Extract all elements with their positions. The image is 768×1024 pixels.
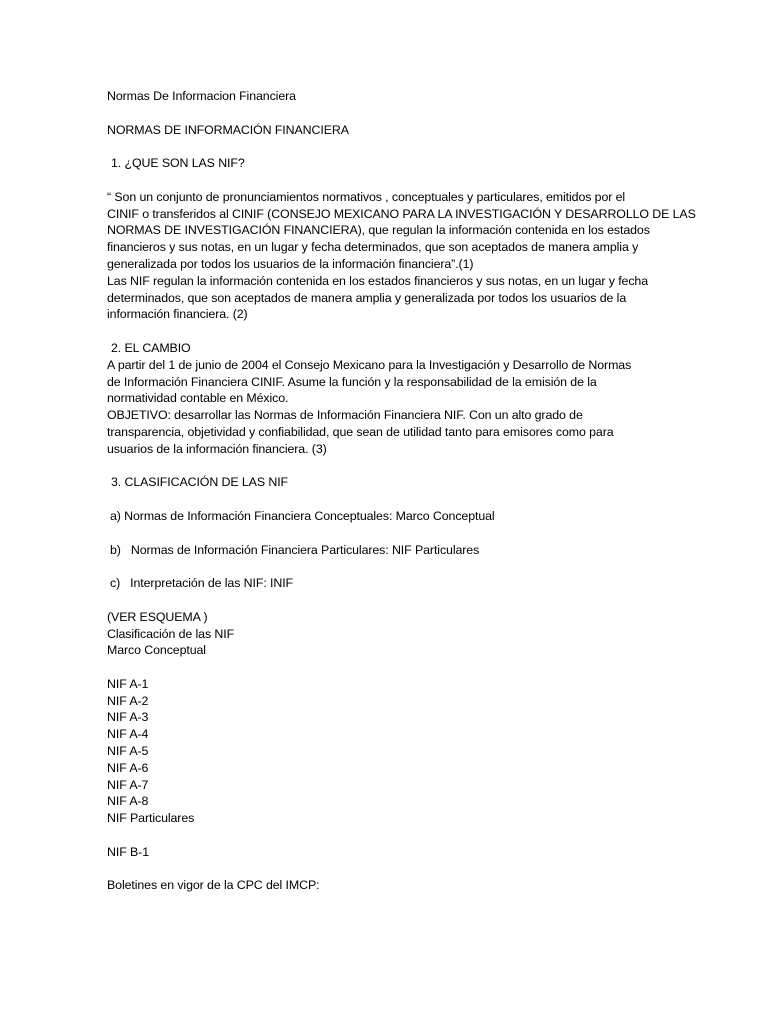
spacer <box>107 458 667 475</box>
spacer <box>107 138 667 155</box>
document-title: Normas De Informacion Financiera <box>107 89 296 103</box>
section-1-line: Las NIF regulan la información contenida en los estados financieros y sus notas, en un lugar y fecha <box>107 273 649 288</box>
section-1-line: información financiera. (2) <box>107 307 248 322</box>
classification-item: b) Normas de Información Financiera Particulares: NIF Particulares <box>110 542 480 557</box>
section-2-line: transparencia, objetividad y confiabilidad, que sean de utilidad tanto para emisores como para <box>107 424 614 439</box>
spacer <box>107 323 667 340</box>
nif-a-item: NIF A-5 <box>107 744 149 759</box>
section-1-line: financieros y sus notas, en un lugar y fecha determinados, que son aceptados de manera amplia y <box>107 240 639 255</box>
classification-item: a) Normas de Información Financiera Conceptuales: Marco Conceptual <box>110 508 495 523</box>
section-2-line: normatividad contable en México. <box>107 391 289 406</box>
document-heading: NORMAS DE INFORMACIÓN FINANCIERA <box>107 122 349 137</box>
classification-item: c) Interpretación de las NIF: INIF <box>110 576 294 591</box>
spacer <box>107 491 667 508</box>
spacer <box>107 827 667 844</box>
spacer <box>107 525 667 542</box>
document-page <box>107 88 696 894</box>
section-1-line: generalizada por todos los usuarios de la información financiera”.(1) <box>107 256 474 271</box>
spacer <box>107 558 667 575</box>
schema-line: Clasificación de las NIF <box>107 626 235 641</box>
schema-line: (VER ESQUEMA ) <box>107 609 208 624</box>
section-1-line: “ Son un conjunto de pronunciamientos normativos , conceptuales y particulares, emitidos por el <box>107 189 626 204</box>
section-3-heading: 3. CLASIFICACIÓN DE LAS NIF <box>111 475 289 490</box>
section-2-heading: 2. EL CAMBIO <box>111 340 191 355</box>
section-2-line: usuarios de la información financiera. (3) <box>107 441 327 456</box>
schema-line: Marco Conceptual <box>107 643 206 658</box>
spacer <box>107 659 667 676</box>
section-1-line: determinados, que son aceptados de manera amplia y generalizada por todos los usuarios de la <box>107 290 627 305</box>
spacer <box>107 105 667 122</box>
boletines-line: Boletines en vigor de la CPC del IMCP: <box>107 878 320 893</box>
nif-a-item: NIF A-8 <box>107 794 149 809</box>
spacer <box>107 861 667 878</box>
nif-a-item: NIF A-7 <box>107 777 149 792</box>
nif-a-item: NIF A-6 <box>107 760 149 775</box>
section-2-line: A partir del 1 de junio de 2004 el Consejo Mexicano para la Investigación y Desarrollo de Normas <box>107 357 632 372</box>
nif-a-item: NIF A-4 <box>107 727 149 742</box>
nif-a-item: NIF A-2 <box>107 693 149 708</box>
section-1-line: NORMAS DE INVESTIGACIÓN FINANCIERA), que regulan la información contenida en los estados <box>107 223 650 238</box>
section-1-line: CINIF o transferidos al CINIF (CONSEJO MEXICANO PARA LA INVESTIGACIÓN Y DESARROLLO DE LAS <box>107 206 696 221</box>
nif-a-item: NIF A-1 <box>107 676 149 691</box>
nif-a-item: NIF A-3 <box>107 710 149 725</box>
nif-b-item: NIF B-1 <box>107 844 149 859</box>
section-1-heading: 1. ¿QUE SON LAS NIF? <box>111 156 245 171</box>
spacer <box>107 172 667 189</box>
section-2-line: de Información Financiera CINIF. Asume la función y la responsabilidad de la emisión de la <box>107 374 597 389</box>
spacer <box>107 592 667 609</box>
section-2-line: OBJETIVO: desarrollar las Normas de Información Financiera NIF. Con un alto grado de <box>107 408 583 423</box>
nif-a-item: NIF Particulares <box>107 811 195 826</box>
